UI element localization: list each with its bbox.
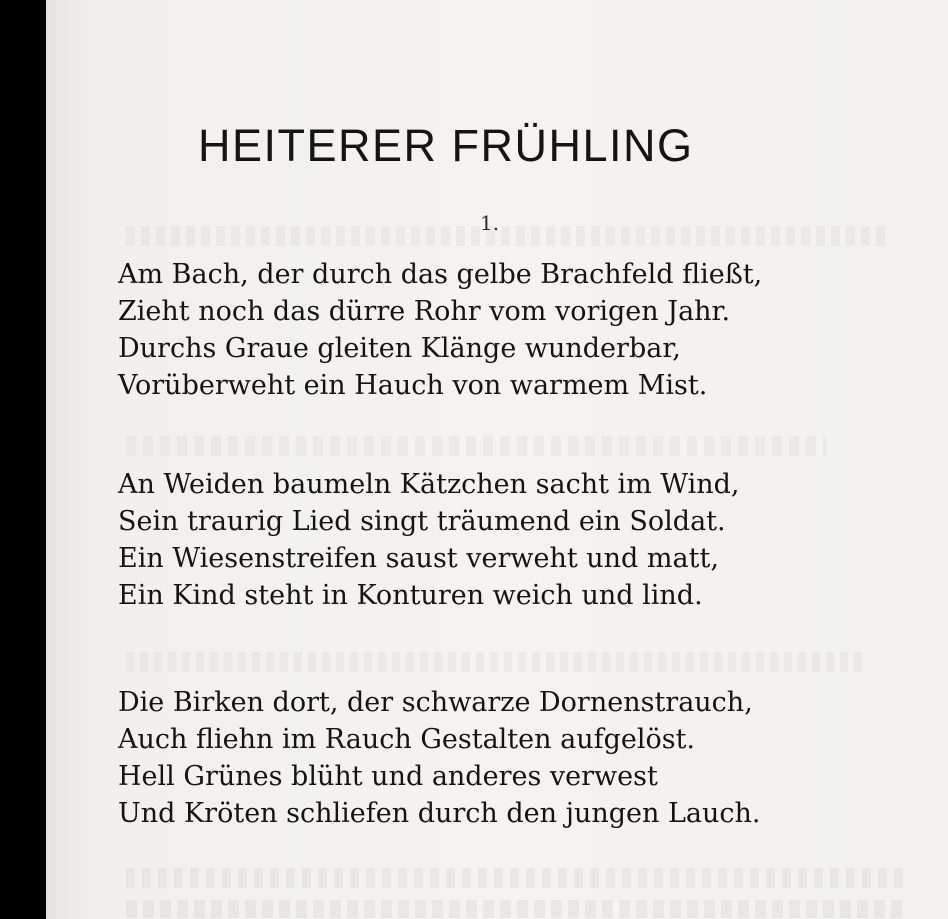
- stanza-1: [118, 256, 918, 404]
- verse-line: Durchs Graue gleiten Klänge wunderbar,: [118, 333, 681, 364]
- verse-line: Sein traurig Lied singt träumend ein Soldat.: [118, 506, 726, 537]
- poem-title: HEITERER FRÜHLING: [198, 120, 694, 171]
- show-through-texture: [126, 868, 906, 888]
- show-through-texture: [126, 436, 826, 456]
- verse-line: An Weiden baumeln Kätzchen sacht im Wind,: [118, 469, 740, 500]
- section-number: 1.: [480, 211, 500, 235]
- verse-line: Vorüberweht ein Hauch von warmem Mist.: [118, 370, 708, 401]
- stanza-2: [118, 466, 918, 614]
- verse-line: Und Kröten schliefen durch den jungen Lauch.: [118, 798, 761, 829]
- verse-line: Am Bach, der durch das gelbe Brachfeld fließt,: [118, 259, 763, 290]
- book-page: [46, 0, 948, 919]
- verse-line: Zieht noch das dürre Rohr vom vorigen Jahr.: [118, 296, 731, 327]
- scan-dark-edge: [0, 0, 46, 919]
- verse-line: Die Birken dort, der schwarze Dornenstrauch,: [118, 687, 753, 718]
- verse-line: Ein Kind steht in Konturen weich und lind.: [118, 580, 703, 611]
- verse-line: Hell Grünes blüht und anderes verwest: [118, 761, 658, 792]
- show-through-texture: [126, 226, 886, 246]
- show-through-texture: [126, 900, 906, 918]
- stanza-3: [118, 684, 918, 832]
- show-through-texture: [126, 652, 866, 672]
- verse-line: Ein Wiesenstreifen saust verweht und matt,: [118, 543, 719, 574]
- verse-line: Auch fliehn im Rauch Gestalten aufgelöst.: [118, 724, 696, 755]
